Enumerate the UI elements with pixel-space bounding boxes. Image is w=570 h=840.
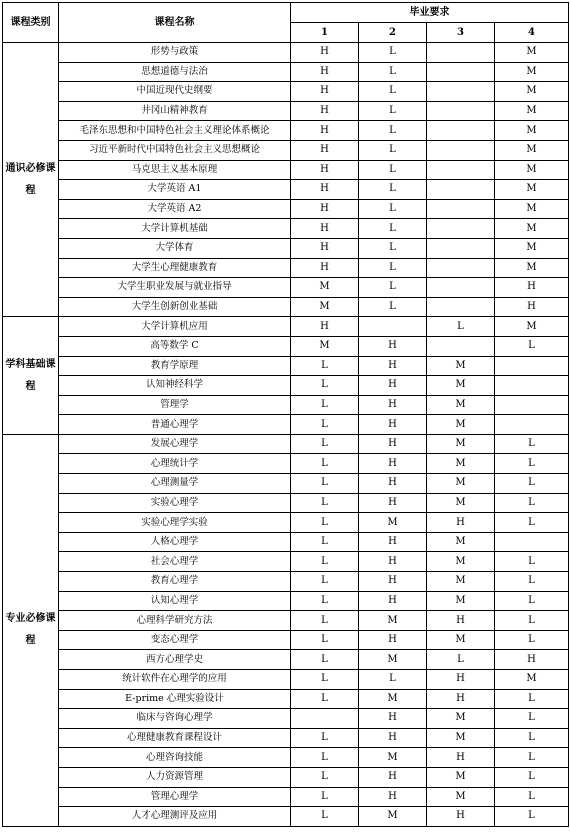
table-row [3,689,569,709]
requirement-3-cell [427,82,495,102]
requirement-3-cell [427,43,495,63]
requirement-1-cell: L [291,474,359,494]
requirement-4-cell [495,532,569,552]
course-name-cell: 心理统计学 [59,454,291,474]
requirement-1-cell: L [291,572,359,592]
requirement-1-cell: H [291,43,359,63]
requirement-2-cell: L [359,297,427,317]
table-row [3,415,569,435]
requirement-2-cell: H [359,709,427,729]
requirement-1-cell: L [291,493,359,513]
requirement-2-cell: M [359,748,427,768]
requirement-4-cell: L [495,591,569,611]
requirement-4-cell: L [495,434,569,454]
table-row [3,376,569,396]
course-name-cell: 井冈山精神教育 [59,101,291,121]
requirement-1-cell: L [291,376,359,396]
course-name-cell: 大学英语 A1 [59,180,291,200]
table-row [3,513,569,533]
course-name-cell: 实验心理学 [59,493,291,513]
course-name-cell: 大学计算机基础 [59,219,291,239]
requirement-2-cell: H [359,532,427,552]
course-name-cell: 心理测量学 [59,474,291,494]
requirement-1-cell: H [291,258,359,278]
course-name-cell: 实验心理学实验 [59,513,291,533]
course-name-cell: 大学计算机应用 [59,317,291,337]
requirement-3-cell [427,180,495,200]
course-name-cell: 教育学原理 [59,356,291,376]
requirement-3-cell: M [427,356,495,376]
table-row [3,238,569,258]
requirement-4-cell: L [495,807,569,827]
requirement-4-cell: L [495,767,569,787]
requirement-2-cell: H [359,336,427,356]
requirement-4-cell [495,356,569,376]
category-cell: 学科基础课程 [3,317,59,435]
course-name-cell: 认知心理学 [59,591,291,611]
requirement-2-cell: M [359,513,427,533]
requirement-4-cell: M [495,258,569,278]
table-row [3,807,569,827]
requirement-4-cell: L [495,611,569,631]
table-row [3,787,569,807]
course-name-cell: 心理健康教育课程设计 [59,728,291,748]
course-name-cell: 变态心理学 [59,630,291,650]
requirement-3-cell: M [427,787,495,807]
requirement-1-cell: H [291,160,359,180]
header-req-2: 2 [359,23,427,43]
requirement-3-cell: M [427,434,495,454]
requirement-1-cell: L [291,767,359,787]
requirement-3-cell [427,101,495,121]
course-name-cell: 大学英语 A2 [59,199,291,219]
requirement-1-cell: L [291,689,359,709]
course-name-cell: 大学生心理健康教育 [59,258,291,278]
requirement-1-cell: L [291,650,359,670]
course-name-cell: 马克思主义基本原理 [59,160,291,180]
course-name-cell: 人力资源管理 [59,767,291,787]
course-name-cell: 大学生职业发展与就业指导 [59,278,291,298]
requirement-4-cell: L [495,787,569,807]
course-name-cell: 人才心理测评及应用 [59,807,291,827]
course-name-cell: 教育心理学 [59,572,291,592]
table-row [3,395,569,415]
requirement-1-cell: L [291,434,359,454]
requirement-2-cell: H [359,552,427,572]
requirement-1-cell: L [291,807,359,827]
requirement-4-cell: L [495,572,569,592]
course-name-cell: 思想道德与法治 [59,62,291,82]
requirement-2-cell: L [359,180,427,200]
table-row [3,630,569,650]
requirement-1-cell: H [291,199,359,219]
requirement-2-cell: H [359,356,427,376]
requirement-3-cell [427,121,495,141]
table-row [3,552,569,572]
table-row [3,297,569,317]
course-name-cell: 毛泽东思想和中国特色社会主义理论体系概论 [59,121,291,141]
requirement-2-cell: L [359,199,427,219]
requirement-4-cell: L [495,630,569,650]
requirement-3-cell: H [427,748,495,768]
requirement-3-cell: H [427,670,495,690]
course-name-cell: 发展心理学 [59,434,291,454]
requirement-4-cell: M [495,62,569,82]
requirement-1-cell: M [291,297,359,317]
requirement-4-cell: L [495,454,569,474]
requirement-3-cell: H [427,611,495,631]
table-row [3,572,569,592]
requirement-1-cell: H [291,121,359,141]
requirement-3-cell [427,219,495,239]
requirement-1-cell: H [291,180,359,200]
course-name-cell: 普通心理学 [59,415,291,435]
requirement-3-cell [427,62,495,82]
table-row [3,62,569,82]
requirement-1-cell: L [291,630,359,650]
requirement-4-cell [495,415,569,435]
requirement-1-cell: L [291,454,359,474]
table-row [3,728,569,748]
table-row [3,493,569,513]
requirement-3-cell: M [427,572,495,592]
course-name-cell: 心理科学研究方法 [59,611,291,631]
requirement-3-cell: M [427,474,495,494]
requirement-1-cell [291,709,359,729]
requirement-2-cell: L [359,43,427,63]
requirement-2-cell: L [359,670,427,690]
requirement-2-cell: H [359,630,427,650]
course-name-cell: 管理心理学 [59,787,291,807]
requirement-1-cell: M [291,336,359,356]
course-name-cell: 大学生创新创业基础 [59,297,291,317]
requirement-1-cell: L [291,748,359,768]
requirement-4-cell: L [495,493,569,513]
requirement-3-cell: H [427,513,495,533]
requirement-4-cell: M [495,160,569,180]
course-name-cell: 形势与政策 [59,43,291,63]
header-req-3: 3 [427,23,495,43]
requirement-4-cell: M [495,43,569,63]
header-category: 课程类别 [3,3,59,43]
course-name-cell: E-prime 心理实验设计 [59,689,291,709]
requirement-2-cell: L [359,278,427,298]
requirement-4-cell: H [495,297,569,317]
requirement-3-cell [427,238,495,258]
requirement-1-cell: L [291,728,359,748]
table-row [3,180,569,200]
requirement-2-cell: H [359,572,427,592]
requirement-3-cell: M [427,415,495,435]
requirement-1-cell: L [291,670,359,690]
requirement-2-cell: H [359,493,427,513]
requirement-2-cell: H [359,474,427,494]
table-row [3,101,569,121]
requirement-4-cell: M [495,82,569,102]
requirement-1-cell: L [291,552,359,572]
table-row [3,160,569,180]
requirement-1-cell: H [291,317,359,337]
table-row [3,748,569,768]
requirement-1-cell: M [291,278,359,298]
course-name-cell: 心理咨询技能 [59,748,291,768]
requirement-3-cell: M [427,493,495,513]
requirement-4-cell: H [495,650,569,670]
requirement-1-cell: L [291,611,359,631]
table-row [3,219,569,239]
requirement-2-cell: L [359,82,427,102]
table-row [3,670,569,690]
course-name-cell: 习近平新时代中国特色社会主义思想概论 [59,140,291,160]
requirement-4-cell: M [495,670,569,690]
curriculum-requirements-table [2,2,569,827]
requirement-3-cell: M [427,552,495,572]
header-course-name: 课程名称 [59,3,291,43]
requirement-3-cell [427,140,495,160]
course-name-cell: 认知神经科学 [59,376,291,396]
requirement-3-cell: M [427,728,495,748]
requirement-2-cell: L [359,160,427,180]
requirement-3-cell [427,336,495,356]
requirement-2-cell: L [359,121,427,141]
requirement-2-cell: H [359,787,427,807]
requirement-2-cell: M [359,689,427,709]
requirement-3-cell: M [427,395,495,415]
requirement-2-cell: H [359,395,427,415]
requirement-3-cell [427,199,495,219]
requirement-3-cell: M [427,709,495,729]
category-cell: 通识必修课程 [3,43,59,317]
table-row [3,317,569,337]
course-name-cell: 社会心理学 [59,552,291,572]
requirement-4-cell: M [495,180,569,200]
requirement-4-cell: L [495,728,569,748]
requirement-3-cell: H [427,807,495,827]
course-name-cell: 大学体育 [59,238,291,258]
requirement-2-cell: L [359,258,427,278]
requirement-4-cell: L [495,474,569,494]
table-row [3,650,569,670]
requirement-3-cell: H [427,689,495,709]
requirement-2-cell: L [359,101,427,121]
requirement-2-cell: M [359,650,427,670]
requirement-3-cell: M [427,630,495,650]
table-row [3,199,569,219]
course-name-cell: 管理学 [59,395,291,415]
requirement-4-cell: L [495,552,569,572]
requirement-1-cell: L [291,395,359,415]
table-body [3,43,569,827]
requirement-1-cell: L [291,513,359,533]
requirement-2-cell: M [359,611,427,631]
table-row [3,278,569,298]
requirement-4-cell: M [495,219,569,239]
requirement-4-cell: H [495,278,569,298]
category-cell: 专业必修课程 [3,434,59,826]
course-name-cell: 中国近现代史纲要 [59,82,291,102]
requirement-1-cell: H [291,219,359,239]
table-row [3,258,569,278]
requirement-2-cell: L [359,238,427,258]
table-row [3,474,569,494]
requirement-1-cell: H [291,101,359,121]
requirement-4-cell [495,395,569,415]
table-row [3,611,569,631]
requirement-4-cell: L [495,709,569,729]
requirement-4-cell: M [495,199,569,219]
requirement-2-cell: M [359,807,427,827]
table-row [3,532,569,552]
table-row [3,82,569,102]
requirement-2-cell: H [359,728,427,748]
requirement-4-cell: L [495,336,569,356]
requirement-1-cell: H [291,82,359,102]
table-row [3,767,569,787]
requirement-4-cell: M [495,121,569,141]
header-graduation-requirements: 毕业要求 [291,3,569,23]
requirement-3-cell [427,258,495,278]
requirement-3-cell: M [427,454,495,474]
requirement-2-cell: L [359,219,427,239]
requirement-3-cell: M [427,591,495,611]
course-name-cell: 高等数学 C [59,336,291,356]
requirement-3-cell: M [427,767,495,787]
requirement-4-cell: L [495,513,569,533]
course-name-cell: 西方心理学史 [59,650,291,670]
requirement-4-cell: M [495,238,569,258]
requirement-4-cell: M [495,140,569,160]
table-row [3,591,569,611]
requirement-1-cell: L [291,532,359,552]
requirement-4-cell: L [495,748,569,768]
requirement-3-cell [427,160,495,180]
table-row [3,43,569,63]
requirement-1-cell: L [291,415,359,435]
table-row [3,121,569,141]
requirement-3-cell: L [427,650,495,670]
requirement-3-cell [427,297,495,317]
requirement-4-cell: M [495,317,569,337]
requirement-3-cell: L [427,317,495,337]
requirement-2-cell: L [359,140,427,160]
requirement-1-cell: L [291,787,359,807]
requirement-2-cell: H [359,454,427,474]
requirement-4-cell [495,376,569,396]
course-name-cell: 人格心理学 [59,532,291,552]
requirement-1-cell: H [291,238,359,258]
requirement-3-cell: M [427,532,495,552]
requirement-1-cell: L [291,591,359,611]
requirement-1-cell: H [291,62,359,82]
table-row [3,454,569,474]
requirement-2-cell [359,317,427,337]
header-req-4: 4 [495,23,569,43]
requirement-2-cell: L [359,62,427,82]
requirement-2-cell: H [359,376,427,396]
requirement-4-cell: M [495,101,569,121]
requirement-2-cell: H [359,434,427,454]
header-req-1: 1 [291,23,359,43]
course-name-cell: 临床与咨询心理学 [59,709,291,729]
table-row [3,336,569,356]
requirement-1-cell: H [291,140,359,160]
requirement-1-cell: L [291,356,359,376]
requirement-2-cell: H [359,591,427,611]
requirement-4-cell: L [495,689,569,709]
requirement-2-cell: H [359,767,427,787]
course-name-cell: 统计软件在心理学的应用 [59,670,291,690]
table-row [3,356,569,376]
requirement-3-cell: M [427,376,495,396]
requirement-3-cell [427,278,495,298]
table-row [3,434,569,454]
table-row [3,140,569,160]
requirement-2-cell: H [359,415,427,435]
table-row [3,709,569,729]
